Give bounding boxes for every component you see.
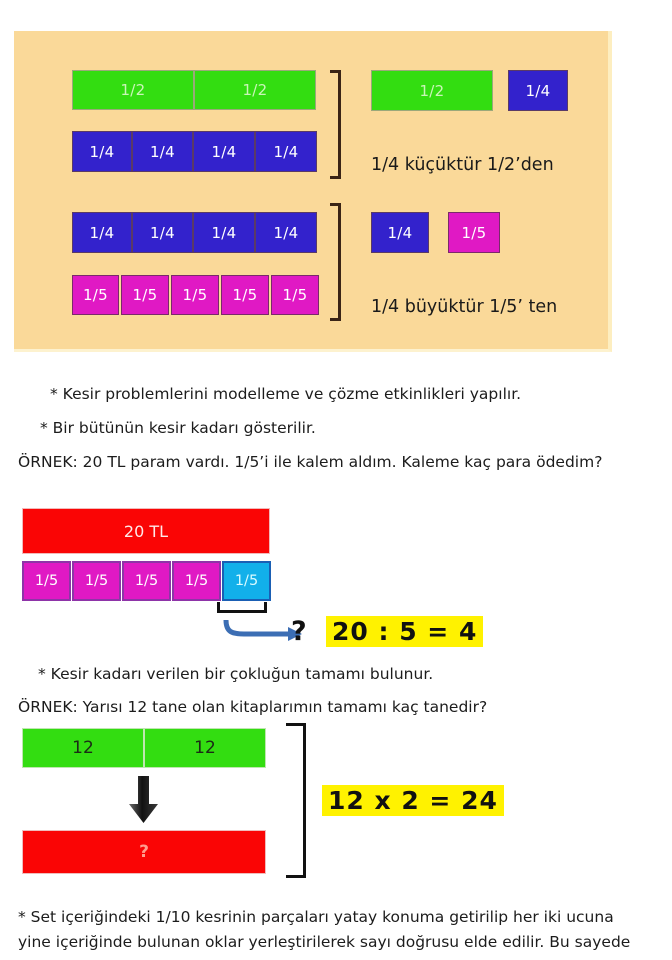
compare-box-half: 1/2 <box>371 70 493 111</box>
fraction-cell-quarter: 1/4 <box>72 212 132 253</box>
highlight-bracket <box>217 602 267 613</box>
example-1-prompt: ÖRNEK: 20 TL param vardı. 1/5’i ile kalem aldım. Kaleme kaç para ödedim? <box>18 453 603 471</box>
down-arrow-icon <box>128 776 160 824</box>
fraction-cell-half: 1/2 <box>72 70 194 110</box>
fraction-cell-quarter: 1/4 <box>255 131 317 172</box>
halves-known-row <box>22 728 266 768</box>
fifths-row <box>72 275 319 315</box>
fifth-part: 1/5 <box>172 561 221 601</box>
compare-box-quarter: 1/4 <box>371 212 429 253</box>
comparison-sentence-2: 1/4 büyüktür 1/5’ ten <box>371 297 558 317</box>
half-value-box: 12 <box>22 728 144 768</box>
group-bracket-bottom <box>330 203 341 321</box>
footer-paragraph: * Set içeriğindeki 1/10 kesrinin parçaları yatay konuma getirilip her iki ucuna yine içeriğinde bulunan oklar yerleştirilerek sayı doğrusu elde edilir. Bu sayede <box>18 908 631 951</box>
whole-bar-20tl: 20 TL <box>22 508 270 554</box>
equation-multiplication: 12 x 2 = 24 <box>322 785 504 816</box>
unknown-question-mark: ? <box>291 616 307 647</box>
quarters-row-top <box>72 131 317 172</box>
quarters-row-bottom <box>72 212 317 253</box>
note-bullet-2: * Bir bütünün kesir kadarı gösterilir. <box>40 419 316 437</box>
fraction-cell-quarter: 1/4 <box>255 212 317 253</box>
compare-box-fifth: 1/5 <box>448 212 500 253</box>
note-bullet-3: * Kesir kadarı verilen bir çokluğun tamamı bulunur. <box>38 665 434 683</box>
halves-row <box>72 70 316 110</box>
fraction-comparison-panel <box>14 31 612 352</box>
fraction-cell-quarter: 1/4 <box>132 131 193 172</box>
fifth-part: 1/5 <box>72 561 121 601</box>
fraction-cell-half: 1/2 <box>194 70 316 110</box>
half-value-box: 12 <box>144 728 266 768</box>
fraction-cell-fifth: 1/5 <box>121 275 169 315</box>
compare-box-quarter: 1/4 <box>508 70 568 111</box>
group-bracket-top <box>330 70 341 179</box>
fraction-cell-fifth: 1/5 <box>221 275 269 315</box>
fifth-part: 1/5 <box>22 561 71 601</box>
fifths-partition-row <box>22 561 271 601</box>
fraction-cell-fifth: 1/5 <box>72 275 119 315</box>
group-bracket-example2 <box>286 723 306 878</box>
fraction-cell-fifth: 1/5 <box>171 275 219 315</box>
fraction-cell-quarter: 1/4 <box>193 131 255 172</box>
fifth-part: 1/5 <box>122 561 171 601</box>
fraction-cell-quarter: 1/4 <box>132 212 193 253</box>
fraction-cell-quarter: 1/4 <box>72 131 132 172</box>
fraction-cell-quarter: 1/4 <box>193 212 255 253</box>
fifth-part-highlighted: 1/5 <box>222 561 271 601</box>
comparison-sentence-1: 1/4 küçüktür 1/2’den <box>371 155 554 175</box>
fraction-cell-fifth: 1/5 <box>271 275 319 315</box>
example-2-prompt: ÖRNEK: Yarısı 12 tane olan kitaplarımın tamamı kaç tanedir? <box>18 698 488 716</box>
equation-division: 20 : 5 = 4 <box>326 616 483 647</box>
note-bullet-1: * Kesir problemlerini modelleme ve çözme etkinlikleri yapılır. <box>50 385 522 403</box>
total-unknown-bar: ? <box>22 830 266 874</box>
